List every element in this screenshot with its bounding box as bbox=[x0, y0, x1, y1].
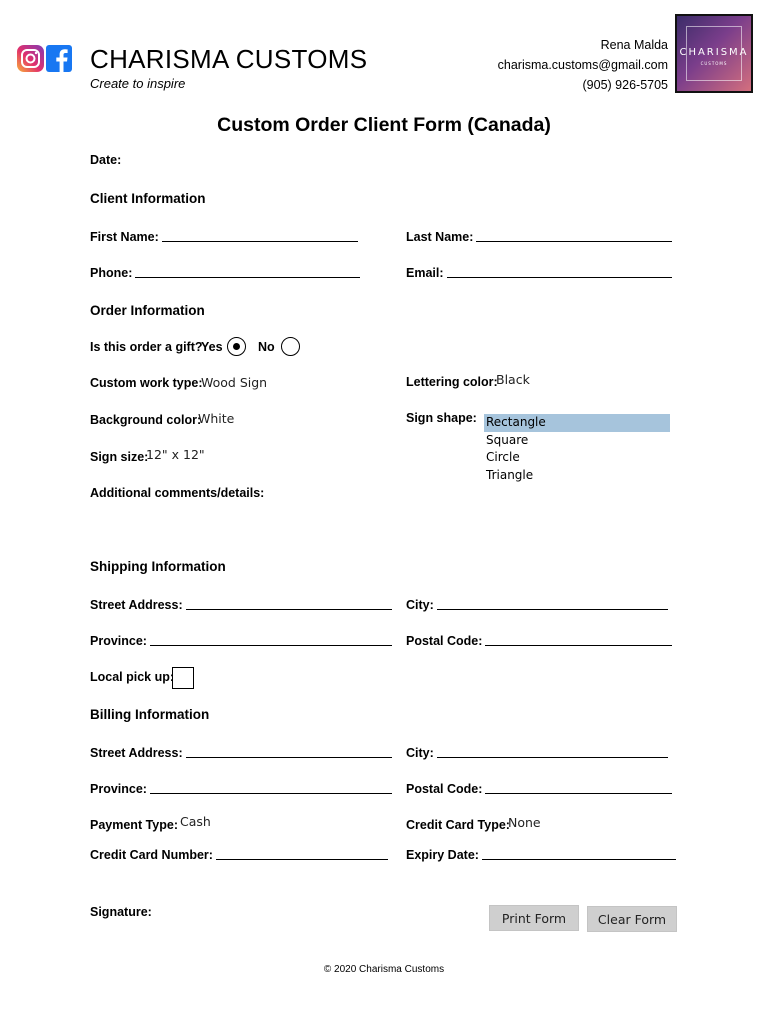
client-info-heading: Client Information bbox=[90, 191, 206, 206]
signature-input[interactable] bbox=[152, 900, 472, 924]
shipping-city-input-line[interactable] bbox=[437, 596, 668, 610]
shipping-city-label: City: bbox=[406, 598, 434, 612]
sign-size-value[interactable]: 12" x 12" bbox=[146, 447, 205, 462]
pickup-label: Local pick up: bbox=[90, 670, 175, 684]
expiry-input-line[interactable] bbox=[482, 846, 676, 860]
last-name-input-line[interactable] bbox=[476, 228, 672, 242]
clear-form-button[interactable]: Clear Form bbox=[587, 906, 677, 932]
billing-street-label: Street Address: bbox=[90, 746, 183, 760]
billing-postal-field[interactable] bbox=[406, 780, 672, 796]
billing-postal-input-line[interactable] bbox=[485, 780, 672, 794]
pickup-checkbox[interactable] bbox=[172, 667, 194, 689]
print-form-button[interactable]: Print Form bbox=[489, 905, 579, 931]
background-color-label: Background color: bbox=[90, 413, 202, 427]
gift-label: Is this order a gift? bbox=[90, 340, 203, 354]
brand-tagline: Create to inspire bbox=[90, 76, 186, 91]
first-name-label: First Name: bbox=[90, 230, 159, 244]
card-number-input-line[interactable] bbox=[216, 846, 388, 860]
facebook-icon[interactable] bbox=[46, 45, 72, 72]
contact-name: Rena Malda bbox=[600, 38, 668, 52]
radio-selected-dot bbox=[233, 343, 240, 350]
footer-copyright: © 2020 Charisma Customs bbox=[323, 964, 445, 975]
sign-shape-listbox[interactable] bbox=[484, 414, 670, 484]
expiry-field[interactable] bbox=[406, 846, 676, 862]
billing-info-heading: Billing Information bbox=[90, 707, 210, 722]
contact-email[interactable]: charisma.customs@gmail.com bbox=[497, 58, 668, 72]
logo-text: CHARISMA bbox=[679, 47, 749, 58]
email-field[interactable] bbox=[406, 264, 672, 280]
first-name-input-line[interactable] bbox=[162, 228, 358, 242]
brand-logo bbox=[675, 14, 753, 93]
billing-city-label: City: bbox=[406, 746, 434, 760]
comments-label: Additional comments/details: bbox=[90, 486, 265, 500]
work-type-value[interactable]: Wood Sign bbox=[201, 375, 268, 390]
billing-street-field[interactable] bbox=[90, 744, 392, 760]
brand-name: CHARISMA CUSTOMS bbox=[90, 44, 368, 74]
contact-phone: (905) 926-5705 bbox=[582, 78, 668, 92]
date-label: Date: bbox=[90, 153, 122, 167]
payment-type-label: Payment Type: bbox=[90, 818, 178, 832]
shipping-postal-field[interactable] bbox=[406, 632, 672, 648]
signature-label: Signature: bbox=[90, 905, 152, 919]
shipping-street-label: Street Address: bbox=[90, 598, 183, 612]
sign-shape-option[interactable]: Square bbox=[486, 432, 529, 447]
shipping-postal-label: Postal Code: bbox=[406, 634, 483, 648]
gift-no-label: No bbox=[258, 340, 275, 354]
billing-city-input-line[interactable] bbox=[437, 744, 668, 758]
phone-label: Phone: bbox=[90, 266, 133, 280]
sign-shape-option[interactable]: Rectangle bbox=[484, 414, 670, 432]
sign-shape-label: Sign shape: bbox=[406, 411, 477, 425]
billing-province-input-line[interactable] bbox=[150, 780, 392, 794]
card-number-label: Credit Card Number: bbox=[90, 848, 213, 862]
gift-no-radio[interactable] bbox=[281, 337, 300, 356]
order-info-heading: Order Information bbox=[90, 303, 205, 318]
billing-city-field[interactable] bbox=[406, 744, 668, 760]
shipping-province-field[interactable] bbox=[90, 632, 392, 648]
billing-street-input-line[interactable] bbox=[186, 744, 392, 758]
billing-province-field[interactable] bbox=[90, 780, 392, 796]
background-color-value[interactable]: White bbox=[198, 411, 235, 426]
email-input-line[interactable] bbox=[447, 264, 672, 278]
sign-size-label: Sign size: bbox=[90, 450, 149, 464]
comments-input[interactable] bbox=[90, 504, 670, 548]
logo-subtext: CUSTOMS bbox=[700, 61, 728, 66]
work-type-label: Custom work type: bbox=[90, 376, 203, 390]
last-name-label: Last Name: bbox=[406, 230, 474, 244]
sign-shape-option[interactable]: Triangle bbox=[486, 467, 534, 482]
shipping-street-input-line[interactable] bbox=[186, 596, 392, 610]
shipping-postal-input-line[interactable] bbox=[485, 632, 672, 646]
phone-input-line[interactable] bbox=[135, 264, 360, 278]
last-name-field[interactable] bbox=[406, 228, 672, 244]
sign-shape-option[interactable]: Circle bbox=[486, 450, 520, 464]
shipping-province-input-line[interactable] bbox=[150, 632, 392, 646]
card-type-value[interactable]: None bbox=[508, 815, 541, 830]
shipping-info-heading: Shipping Information bbox=[90, 559, 226, 574]
gift-yes-radio[interactable] bbox=[227, 337, 246, 356]
lettering-color-value[interactable]: Black bbox=[496, 372, 530, 387]
gift-yes-label: Yes bbox=[201, 340, 223, 354]
expiry-label: Expiry Date: bbox=[406, 848, 479, 862]
first-name-field[interactable] bbox=[90, 228, 358, 244]
payment-type-value[interactable]: Cash bbox=[180, 814, 211, 829]
card-type-label: Credit Card Type: bbox=[406, 818, 510, 832]
shipping-province-label: Province: bbox=[90, 634, 147, 648]
lettering-color-label: Lettering color: bbox=[406, 375, 498, 389]
card-number-field[interactable] bbox=[90, 846, 388, 862]
contact-block bbox=[498, 35, 668, 95]
shipping-street-field[interactable] bbox=[90, 596, 392, 612]
instagram-icon[interactable] bbox=[17, 45, 44, 72]
email-label: Email: bbox=[406, 266, 444, 280]
billing-province-label: Province: bbox=[90, 782, 147, 796]
page-title: Custom Order Client Form (Canada) bbox=[217, 114, 551, 136]
shipping-city-field[interactable] bbox=[406, 596, 668, 612]
billing-postal-label: Postal Code: bbox=[406, 782, 483, 796]
phone-field[interactable] bbox=[90, 264, 360, 280]
